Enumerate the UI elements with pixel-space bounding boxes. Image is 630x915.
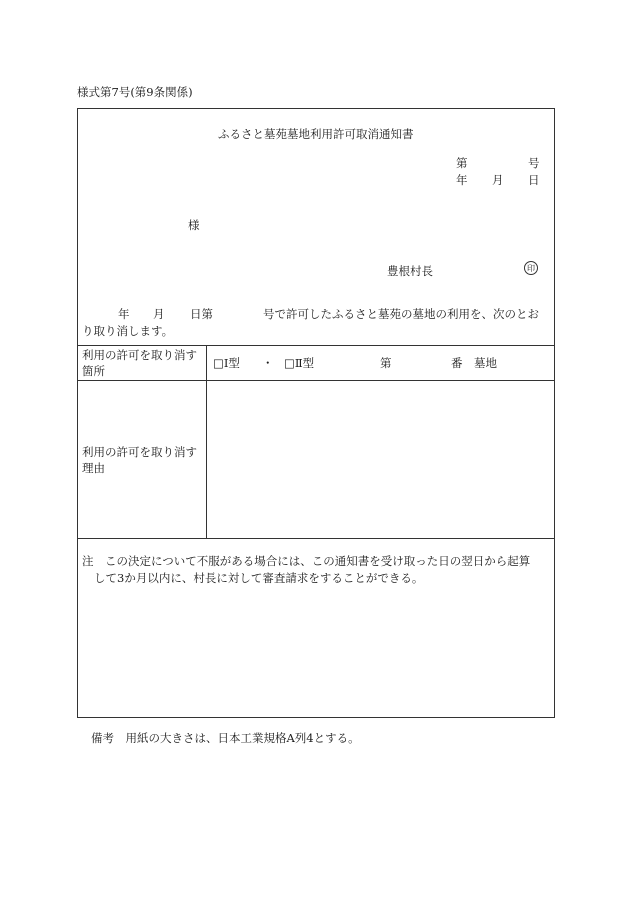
date-month-label: 月 — [492, 173, 504, 187]
plot-number-prefix: 第 — [380, 356, 392, 370]
type2-checkbox-option: □Ⅱ型 — [284, 356, 315, 370]
addressee-suffix: 様 — [188, 218, 200, 232]
body-text-line2: り取り消します。 — [82, 324, 174, 338]
row1-label: 利用の許可を取り消す箇所 — [82, 348, 197, 378]
issuer-title: 豊根村長 — [387, 264, 433, 278]
form-frame — [77, 108, 555, 718]
form-number-label: 様式第7号(第9条関係) — [77, 85, 193, 99]
date-day-label: 日 — [528, 173, 540, 187]
table-column-divider — [206, 345, 207, 538]
body-month-label: 月 — [153, 307, 165, 321]
type-separator: ・ — [262, 356, 274, 370]
date-year-label: 年 — [456, 173, 468, 187]
plot-unit: 墓地 — [474, 356, 497, 370]
document-title: ふるさと墓苑墓地利用許可取消通知書 — [218, 127, 414, 141]
row2-label: 利用の許可を取り消す理由 — [82, 445, 197, 475]
number-suffix: 号 — [528, 156, 540, 170]
table-top-rule — [77, 345, 555, 346]
type1-checkbox-option: □Ⅰ型 — [213, 356, 240, 370]
remarks-text: 備考 用紙の大きさは、日本工業規格A列4とする。 — [91, 731, 360, 745]
appeal-note-line2: して3か月以内に、村長に対して審査請求をすることができる。 — [94, 571, 424, 585]
number-prefix: 第 — [456, 156, 468, 170]
body-text-line1: 号で許可したふるさと墓苑の墓地の利用を、次のとお — [263, 307, 539, 321]
appeal-note-line1: 注 この決定について不服がある場合には、この通知書を受け取った日の翌日から起算 — [82, 554, 531, 568]
plot-number-suffix: 番 — [451, 356, 463, 370]
seal-mark-icon: 印 — [524, 261, 538, 275]
table-bottom-rule — [77, 538, 555, 539]
body-year-label: 年 — [118, 307, 130, 321]
body-day-number-label: 日第 — [190, 307, 213, 321]
table-row-divider — [77, 380, 555, 381]
appeal-note — [82, 553, 552, 587]
